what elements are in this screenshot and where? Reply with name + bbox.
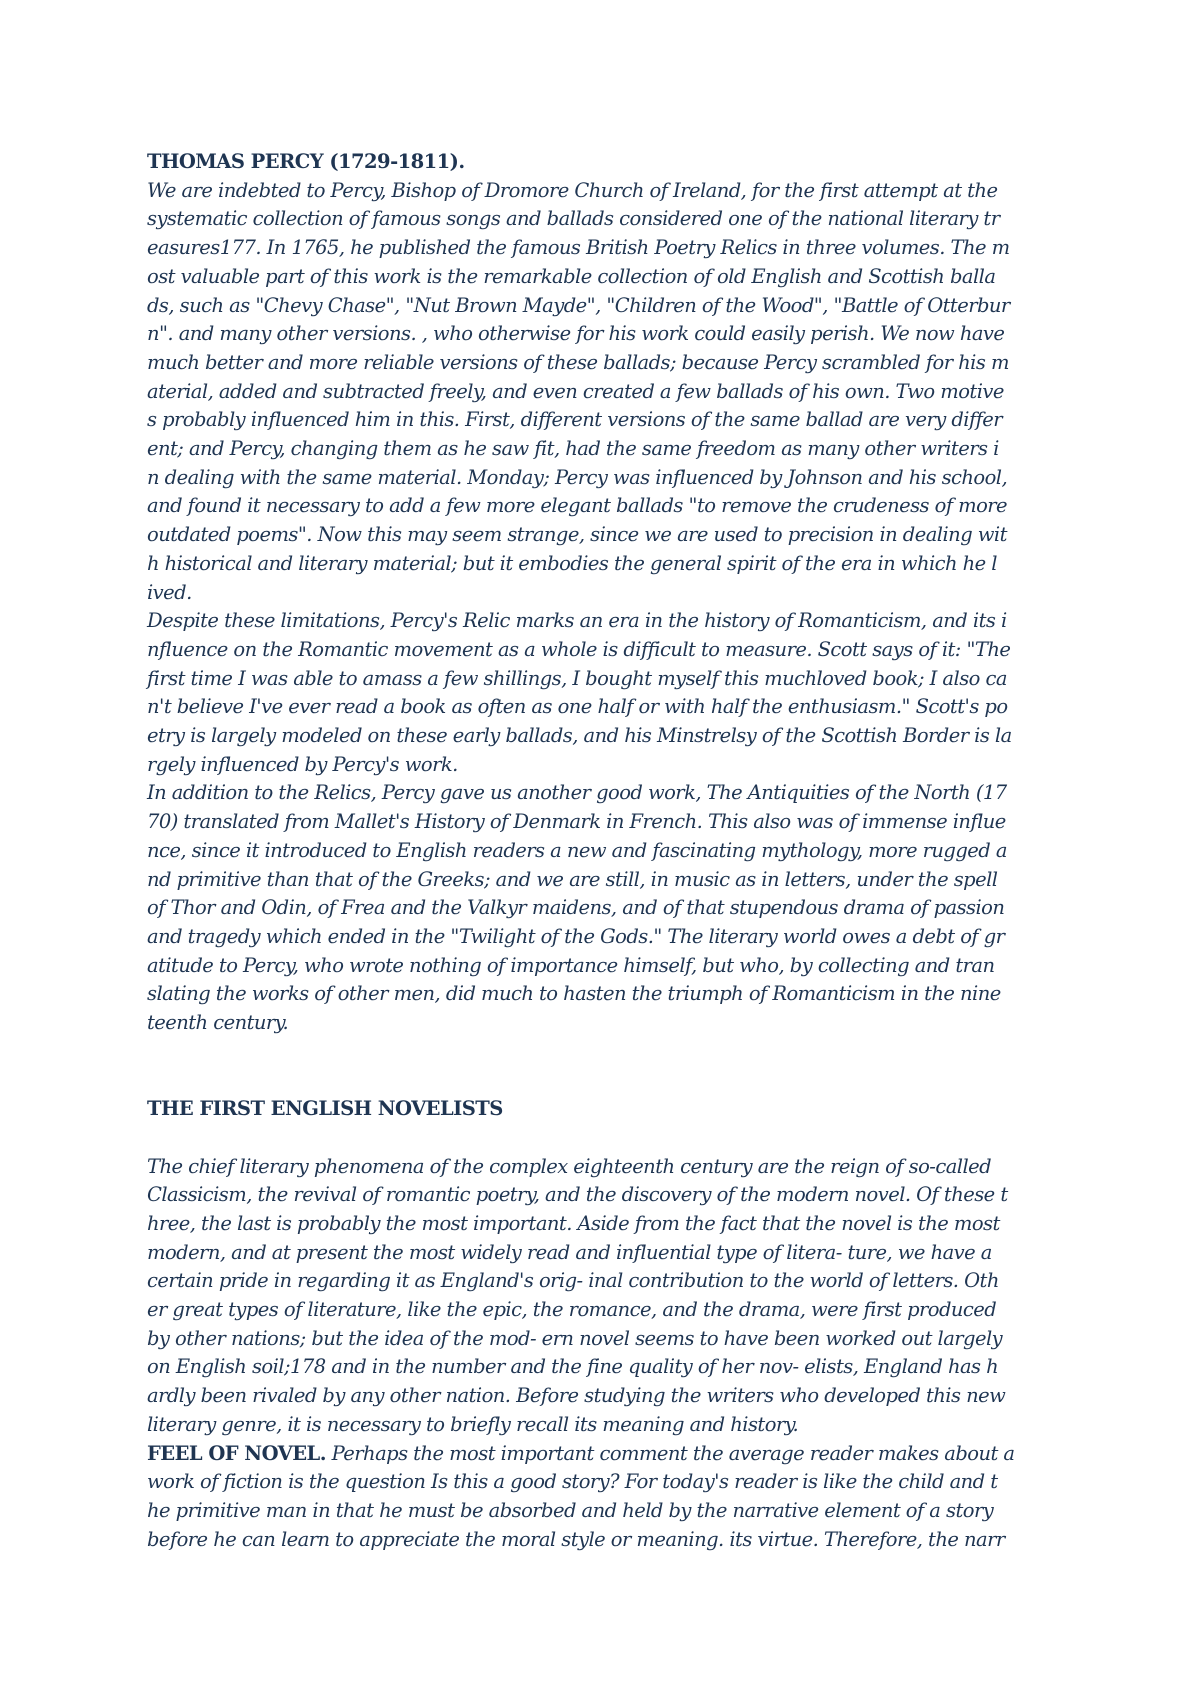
section-body-thomas-percy [147,177,1067,1038]
text-line: 70) translated from Mallet's History of Denmark in French. This also was of immense influe [147,810,1006,834]
text-line: ardly been rivaled by any other nation. Before studying the writers who developed this new [147,1384,1006,1408]
text-line: and found it necessary to add a few more elegant ballads "to remove the crudeness of more [147,494,1008,518]
text-line: by other nations; but the idea of the mod- ern novel seems to have been worked out largely [147,1326,1003,1350]
text-line: We are indebted to Percy, Bishop of Dromore Church of Ireland, for the first attempt at the [147,178,998,202]
text-line: ent; and Percy, changing them as he saw fit, had the same freedom as many other writers i [147,437,999,461]
text-line: nd primitive than that of the Greeks; and we are still, in music as in letters, under the spell [147,867,998,891]
text-line: Classicism, the revival of romantic poetry, and the discovery of the modern novel. Of these t [147,1183,1008,1207]
subsection-first-line [147,1440,1067,1469]
text-line: nfluence on the Romantic movement as a whole is difficult to measure. Scott says of it: "The [147,637,1011,661]
section-body-first-english-novelists [147,1153,1067,1440]
text-line: atitude to Percy, who wrote nothing of importance himself, but who, by collecting and tran [147,953,995,977]
text-line: modern, and at present the most widely read and influential type of litera- ture, we have a [147,1240,992,1264]
text-line: s probably influenced him in this. First, different versions of the same ballad are very differ [147,408,1003,432]
text-line: Despite these limitations, Percy's Relic marks an era in the history of Romanticism, and its i [147,609,1007,633]
text-line: outdated poems". Now this may seem strange, since we are used to precision in dealing wit [147,523,1007,547]
text-line: The chief literary phenomena of the complex eighteenth century are the reign of so-called [147,1154,992,1178]
text-line: work of fiction is the question Is this a good story? For today's reader is like the child and t [147,1470,998,1494]
spacer [147,1066,1067,1095]
text-line: rgely influenced by Percy's work. [147,752,458,776]
text-line: systematic collection of famous songs and ballads considered one of the national literary tr [147,207,1000,231]
section-heading-thomas-percy: THOMAS PERCY (1729-1811). [147,150,465,173]
text-line: first time I was able to amass a few shillings, I bought myself this muchloved book; I also ca [147,666,1007,690]
text-line: easures177. In 1765, he published the famous British Poetry Relics in three volumes. The m [147,236,1010,260]
text-line: aterial, added and subtracted freely, and even created a few ballads of his own. Two motive [147,379,1004,403]
text-line: and tragedy which ended in the "Twilight of the Gods." The literary world owes a debt of gr [147,924,1005,948]
spacer [147,1124,1067,1153]
text-line: n dealing with the same material. Monday; Percy was influenced by Johnson and his school, [147,465,1008,489]
subsection-first-line-text: Perhaps the most important comment the average reader makes about a [325,1441,1015,1465]
text-line: literary genre, it is necessary to briefly recall its meaning and history. [147,1412,799,1436]
subsection-body-feel-of-novel [147,1468,1067,1554]
text-line: he primitive man in that he must be absorbed and held by the narrative element of a story [147,1499,994,1522]
text-line: before he can learn to appreciate the moral style or meaning. its virtue. Therefore, the narr [147,1527,1005,1551]
text-line: much better and more reliable versions of these ballads; because Percy scrambled for his m [147,350,1009,374]
text-line: ived. [147,580,192,604]
text-line: ds, such as "Chevy Chase", "Nut Brown Mayde", "Children of the Wood", "Battle of Otterbur [147,293,1010,317]
text-line: hree, the last is probably the most important. Aside from the fact that the novel is the most [147,1211,1000,1235]
text-line: slating the works of other men, did much to hasten the triumph of Romanticism in the nine [147,982,1001,1006]
section-heading-first-english-novelists: THE FIRST ENGLISH NOVELISTS [147,1097,503,1121]
text-line: ost valuable part of this work is the remarkable collection of old English and Scottish balla [147,264,996,288]
text-line: In addition to the Relics, Percy gave us another good work, The Antiquities of the North (17 [147,781,1007,805]
text-line: on English soil;178 and in the number and the fine quality of her nov- elists, England has h [147,1355,999,1379]
subsection-lead-feel-of-novel: FEEL OF NOVEL. [147,1441,326,1465]
text-line: nce, since it introduced to English readers a new and fascinating mythology, more rugged a [147,838,1007,862]
text-line: h historical and literary material; but it embodies the general spirit of the era in which he l [147,551,997,575]
document-page [147,148,1067,1554]
text-line: of Thor and Odin, of Frea and the Valkyr maidens, and of that stupendous drama of passion [147,896,1005,920]
spacer [147,1038,1067,1067]
text-line: certain pride in regarding it as England's orig- inal contribution to the world of letters. Oth [147,1269,999,1293]
text-line: er great types of literature, like the epic, the romance, and the drama, were first produced [147,1298,997,1322]
text-line: etry is largely modeled on these early ballads, and his Minstrelsy of the Scottish Border is la [147,724,1012,748]
text-line: n't believe I've ever read a book as often as one half or with half the enthusiasm." Scott's po [147,695,1008,719]
text-line: n". and many other versions. , who otherwise for his work could easily perish. We now have [147,322,1005,346]
text-line: teenth century. [147,1011,289,1035]
